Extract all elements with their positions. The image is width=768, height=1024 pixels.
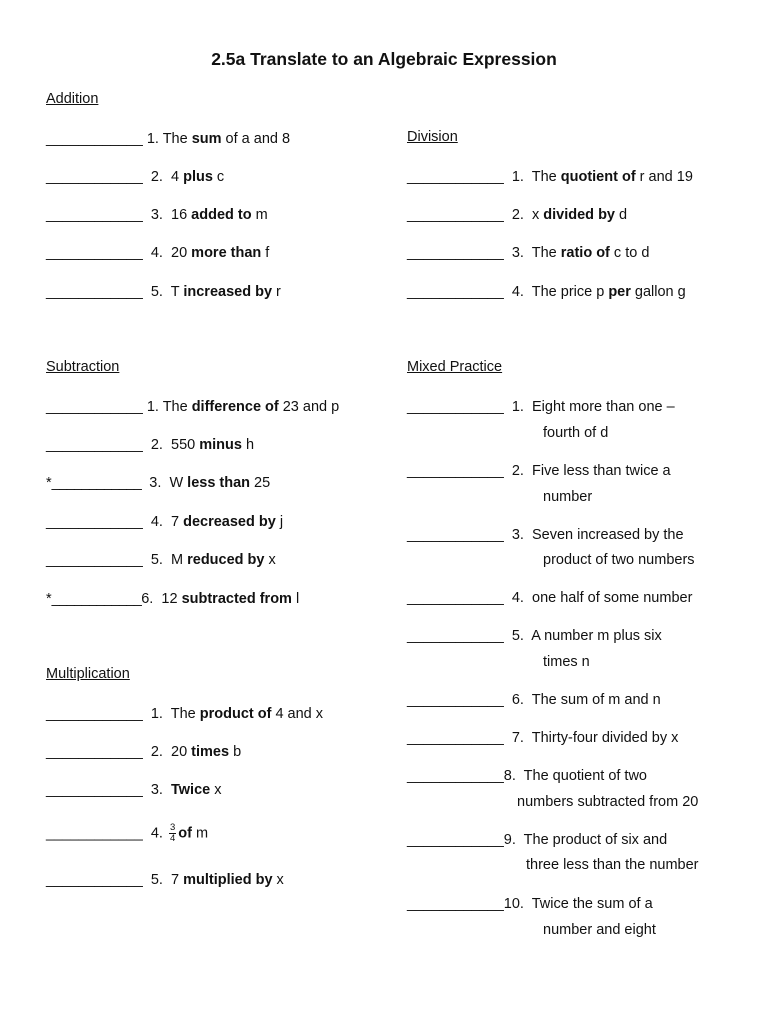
mixed-item: ____________ 1. Eight more than one – (407, 399, 675, 415)
multiplication-item: ____________ 5. 7 multiplied by x (46, 872, 284, 888)
subtraction-item: ____________ 5. M reduced by x (46, 552, 276, 568)
mixed-item: ____________ 3. Seven increased by the (407, 527, 684, 543)
addition-item: ____________ 5. T increased by r (46, 284, 281, 300)
answer-blank[interactable]: ____________ (46, 245, 143, 261)
answer-blank[interactable]: ____________ (407, 169, 504, 185)
division-heading: Division (407, 129, 458, 145)
worksheet-title: 2.5a Translate to an Algebraic Expression (211, 49, 557, 69)
multiplication-heading: Multiplication (46, 666, 130, 682)
answer-blank[interactable]: ____________ (407, 692, 504, 708)
subtraction-item: *____________6. 12 subtracted from l (46, 591, 300, 607)
mixed-item: ____________8. The quotient of two (407, 768, 647, 784)
mixed-item: ____________ 4. one half of some number (407, 590, 693, 606)
subtraction-item: ____________ 1. The difference of 23 and p (46, 399, 340, 415)
answer-blank[interactable]: ____________ (46, 169, 143, 185)
addition-item: ____________ 1. The sum of a and 8 (46, 131, 291, 147)
answer-blank[interactable]: ____________ (46, 782, 143, 798)
mixed-item: ____________ 2. Five less than twice a (407, 463, 671, 479)
multiplication-item: ____________ 3. Twice x (46, 782, 222, 798)
answer-blank[interactable]: ____________ (407, 730, 504, 746)
answer-blank[interactable]: ____________ (407, 527, 504, 543)
answer-blank[interactable]: ____________ (46, 825, 143, 842)
answer-blank[interactable]: ____________ (407, 207, 504, 223)
mixed-item-continued: three less than the number (526, 857, 699, 873)
answer-blank[interactable]: ____________ (51, 591, 142, 607)
mixed-item-continued: numbers subtracted from 20 (517, 794, 699, 810)
answer-blank[interactable]: ____________ (51, 475, 142, 491)
division-item: ____________ 2. x divided by d (407, 207, 628, 223)
division-item: ____________ 3. The ratio of c to d (407, 245, 650, 261)
answer-blank[interactable]: ____________ (407, 628, 504, 644)
multiplication-item: ____________ 4. $\frac{3}{4}$ of m (46, 822, 209, 844)
answer-blank[interactable]: ____________ (46, 399, 143, 415)
answer-blank[interactable]: ____________ (46, 131, 143, 147)
mixed-item: ____________ 6. The sum of m and n (407, 692, 661, 708)
fraction-three-fourths: $\frac{3}{4}$ (169, 822, 176, 844)
answer-blank[interactable]: ____________ (46, 706, 143, 722)
answer-blank[interactable]: ____________ (46, 514, 143, 530)
answer-blank[interactable]: ____________ (407, 590, 504, 606)
division-item: ____________ 1. The quotient of r and 19 (407, 169, 693, 185)
answer-blank[interactable]: ____________ (46, 437, 143, 453)
answer-blank[interactable]: ____________ (407, 284, 504, 300)
addition-item: ____________ 2. 4 plus c (46, 169, 225, 185)
mixed-item-continued: number (543, 489, 593, 505)
answer-blank[interactable]: ____________ (46, 872, 143, 888)
answer-blank[interactable]: ____________ (46, 207, 143, 223)
answer-blank[interactable]: ____________ (407, 399, 504, 415)
mixed-item-continued: product of two numbers (543, 552, 695, 568)
answer-blank[interactable]: ____________ (46, 744, 143, 760)
answer-blank[interactable]: ____________ (407, 896, 504, 912)
answer-blank[interactable]: ____________ (46, 284, 143, 300)
mixed-item: ____________ 7. Thirty-four divided by x (407, 730, 679, 746)
subtraction-item: ____________ 2. 550 minus h (46, 437, 255, 453)
mixed-practice-heading: Mixed Practice (407, 359, 503, 375)
answer-blank[interactable]: ____________ (407, 768, 504, 784)
star-mark: * (46, 475, 52, 491)
multiplication-item: ____________ 2. 20 times b (46, 744, 242, 760)
answer-blank[interactable]: ____________ (407, 832, 504, 848)
mixed-item-continued: number and eight (543, 922, 656, 938)
subtraction-item: *____________ 3. W less than 25 (46, 475, 271, 491)
subtraction-heading: Subtraction (46, 359, 120, 375)
mixed-item-continued: times n (543, 654, 590, 670)
mixed-item: ____________9. The product of six and (407, 832, 668, 848)
answer-blank[interactable]: ____________ (46, 552, 143, 568)
addition-item: ____________ 3. 16 added to m (46, 207, 268, 223)
division-item: ____________ 4. The price p per gallon g (407, 284, 686, 300)
answer-blank[interactable]: ____________ (407, 245, 504, 261)
addition-item: ____________ 4. 20 more than f (46, 245, 270, 261)
star-mark: * (46, 591, 52, 607)
mixed-item-continued: fourth of d (543, 425, 609, 441)
addition-heading: Addition (46, 91, 99, 107)
mixed-item: ____________ 5. A number m plus six (407, 628, 662, 644)
mixed-item: ____________10. Twice the sum of a (407, 896, 653, 912)
multiplication-item: ____________ 1. The product of 4 and x (46, 706, 324, 722)
subtraction-item: ____________ 4. 7 decreased by j (46, 514, 284, 530)
answer-blank[interactable]: ____________ (407, 463, 504, 479)
